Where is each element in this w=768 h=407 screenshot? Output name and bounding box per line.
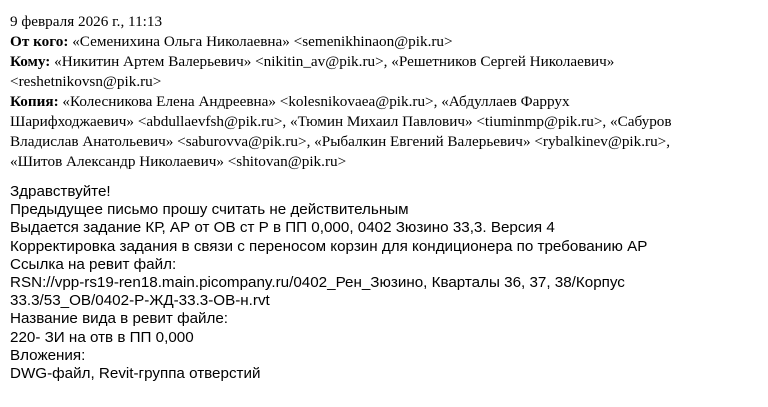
- email-body: [10, 183, 762, 383]
- cc-label: Копия:: [10, 93, 59, 110]
- email-date: 9 февраля 2026 г., 11:13: [10, 13, 163, 30]
- to-line: [10, 52, 762, 72]
- cc-line: [10, 92, 762, 112]
- cc-value-2[interactable]: Шарифходжаевич» <abdullaevfsh@pik.ru>, «Тюмин Михаил Павлович» <tiuminmp@pik.ru>, «Сабуров: [10, 113, 672, 130]
- to-value-2[interactable]: <reshetnikovsn@pik.ru>: [10, 73, 162, 90]
- body-line: Ссылка на ревит файл:: [10, 255, 177, 273]
- from-label: От кого:: [10, 33, 69, 50]
- body-line: Корректировка задания в связи с переносом корзин для кондиционера по требованию АР: [10, 237, 648, 255]
- email-header: [10, 12, 762, 172]
- to-value-1[interactable]: «Никитин Артем Валерьевич» <nikitin_av@pik.ru>, «Решетников Сергей Николаевич»: [54, 53, 615, 70]
- from-line: [10, 32, 762, 52]
- body-line: Выдается задание КР, АР от ОВ ст Р в ПП 0,000, 0402 Зюзино 33,3. Версия 4: [10, 219, 555, 237]
- body-line: Предыдущее письмо прошу считать не действительным: [10, 201, 409, 219]
- to-label: Кому:: [10, 53, 51, 70]
- cc-value-3[interactable]: Владислав Анатольевич» <saburovva@pik.ru>, «Рыбалкин Евгений Валерьевич» <rybalkinev@pik.ru>,: [10, 133, 671, 150]
- body-line: 220- ЗИ на отв в ПП 0,000: [10, 328, 194, 346]
- cc-value-1[interactable]: «Колесникова Елена Андреевна» <kolesnikovaea@pik.ru>, «Абдуллаев Фаррух: [62, 93, 570, 110]
- cc-value-4[interactable]: «Шитов Александр Николаевич» <shitovan@pik.ru>: [10, 153, 347, 170]
- revit-link-line-2[interactable]: 33.3/53_ОВ/0402-Р-ЖД-33.3-ОВ-н.rvt: [10, 292, 270, 310]
- revit-link-line-1[interactable]: RSN://vpp-rs19-ren18.main.picompany.ru/0402_Рен_Зюзино, Кварталы 36, 37, 38/Корпус: [10, 274, 625, 292]
- body-line: Здравствуйте!: [10, 183, 111, 200]
- body-line: Вложения:: [10, 346, 86, 364]
- attachments-line: DWG-файл, Revit-группа отверстий: [10, 365, 261, 383]
- body-line: Название вида в ревит файле:: [10, 310, 229, 328]
- from-value[interactable]: «Семенихина Ольга Николаевна» <semenikhinaon@pik.ru>: [72, 33, 453, 50]
